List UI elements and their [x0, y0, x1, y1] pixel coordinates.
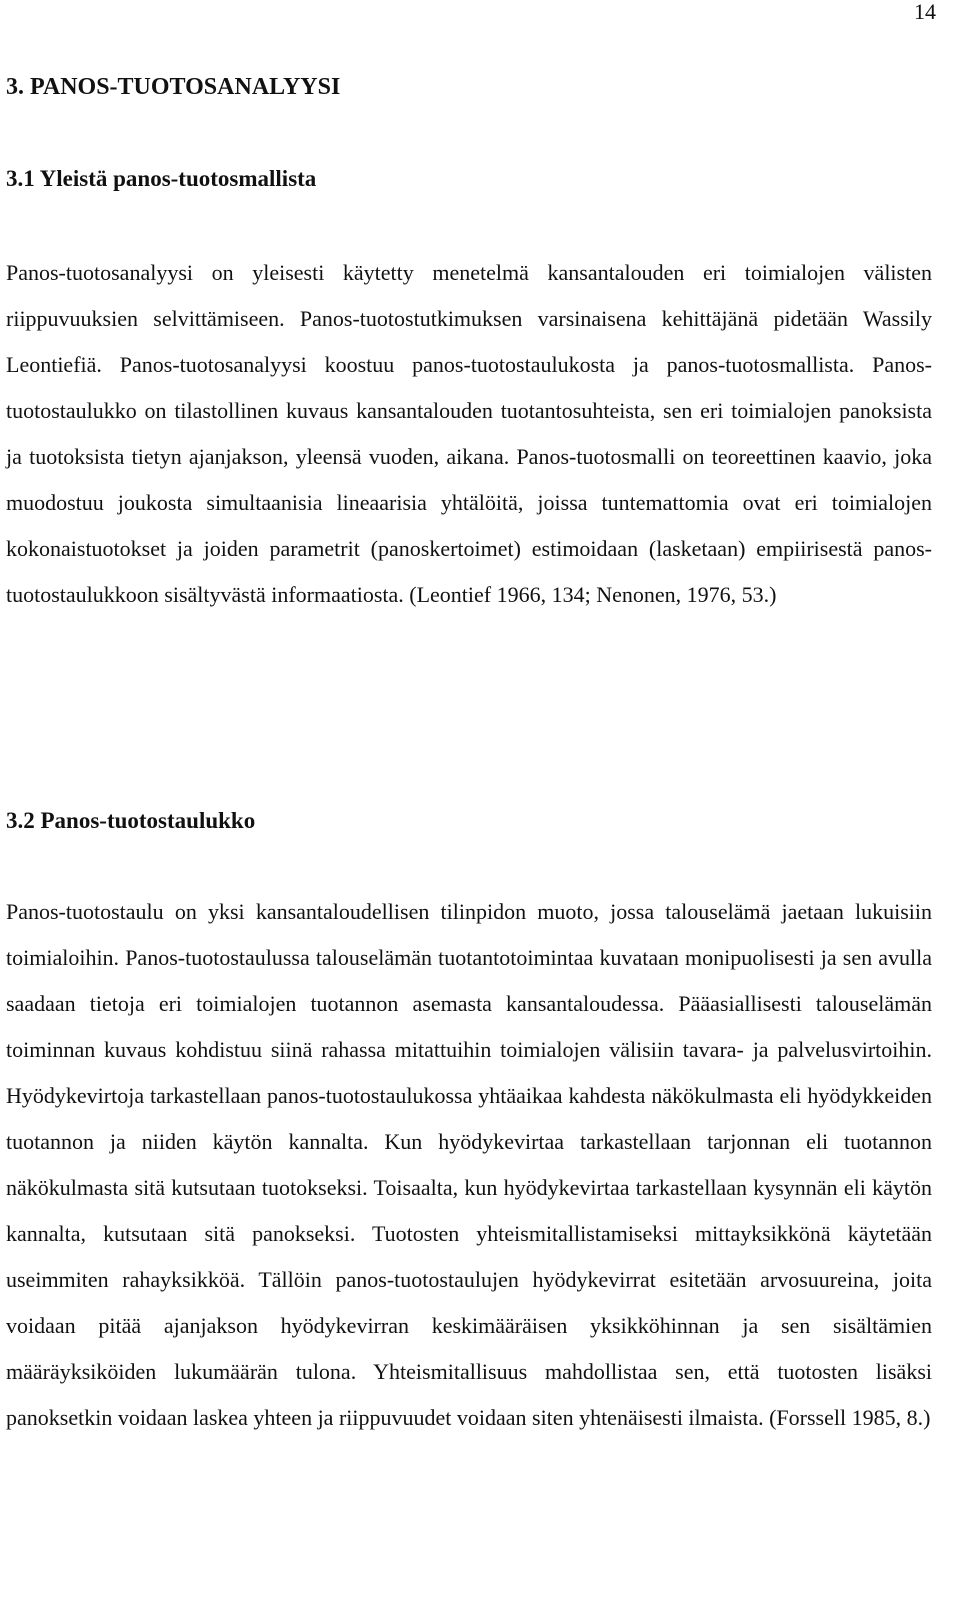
section-heading-3-2: 3.2 Panos-tuotostaulukko: [6, 808, 256, 833]
chapter-title: 3. PANOS-TUOTOSANALYYSI: [6, 74, 341, 100]
page-number: 14: [914, 0, 936, 24]
section-heading-3-1: 3.1 Yleistä panos-tuotosmallista: [6, 166, 317, 191]
section-paragraph-3-2: Panos-tuotostaulu on yksi kansantaloudellisen tilinpidon muoto, jossa talouselämä jaetaan lukuisiin toimialoihin. Panos-tuotostaulussa talouselämän tuotantotoimintaa kuvataan monipuolisesti ja sen avulla saadaan tietoja eri toimialojen tuotannon asemasta kansantaloudessa. Pääasiallisesti talouselämän toiminnan kuvaus kohdistuu siinä rahassa mitattuihin toimialojen välisiin tavara- ja palvelusvirtoihin. Hyödykevirtoja tarkastellaan panos-tuotostaulukossa yhtäaikaa kahdesta näkökulmasta eli hyödykkeiden tuotannon ja niiden käytön kannalta. Kun hyödykevirtaa tarkastellaan tarjonnan eli tuotannon näkökulmasta sitä kutsutaan tuotokseksi. Toisaalta, kun hyödykevirtaa tarkastellaan kysynnän eli käytön kannalta, kutsutaan sitä panokseksi. Tuotosten yhteismitallistamiseksi mittayksikkönä käytetään useimmiten rahayksikköä. Tällöin panos-tuotostaulujen hyödykevirrat esitetään arvosuureina, joita voidaan pitää ajanjakson hyödykevirran keskimääräisen yksikköhinnan ja sen sisältämien määräyksiköiden lukumäärän tulona. Yhteismitallisuus mahdollistaa sen, että tuotosten lisäksi panoksetkin voidaan laskea yhteen ja riippuvuudet voidaan siten yhtenäisesti ilmaista. (Forssell 1985, 8.): [6, 899, 932, 1430]
section-paragraph-3-1: Panos-tuotosanalyysi on yleisesti käytetty menetelmä kansantalouden eri toimialojen välisten riippuvuuksien selvittämiseen. Panos-tuotostutkimuksen varsinaisena kehittäjänä pidetään Wassily Leontiefiä. Panos-tuotosanalyysi koostuu panos-tuotostaulukosta ja panos-tuotosmallista. Panos-tuotostaulukko on tilastollinen kuvaus kansantalouden tuotantosuhteista, sen eri toimialojen panoksista ja tuotoksista tietyn ajanjakson, yleensä vuoden, aikana. Panos-tuotosmalli on teoreettinen kaavio, joka muodostuu joukosta simultaanisia lineaarisia yhtälöitä, joissa tuntemattomia ovat eri toimialojen kokonaistuotokset ja joiden parametrit (panoskertoimet) estimoidaan (lasketaan) empiirisestä panos-tuotostaulukkoon sisältyvästä informaatiosta. (Leontief 1966, 134; Nenonen, 1976, 53.): [6, 260, 932, 607]
